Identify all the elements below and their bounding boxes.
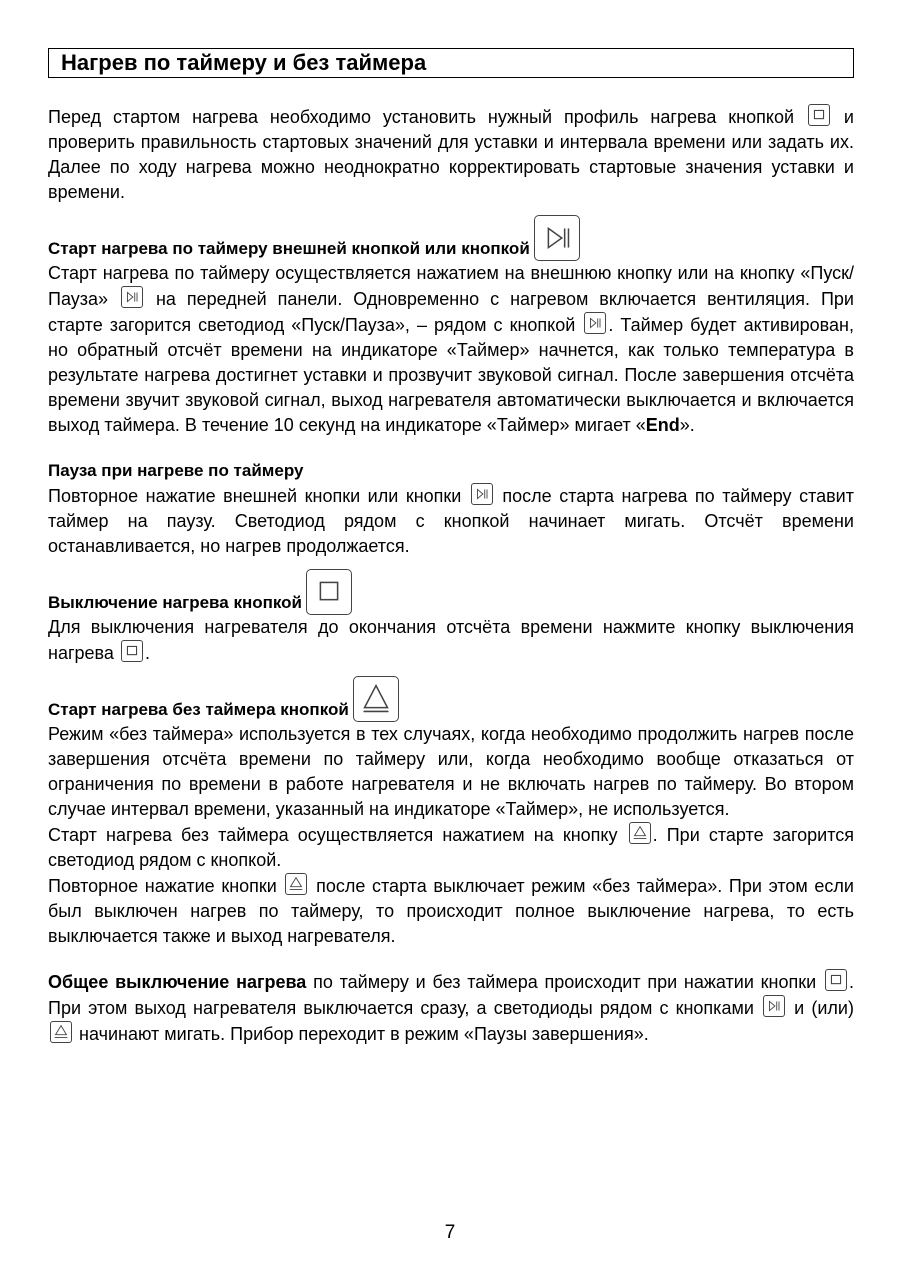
- triangle-button-icon: [285, 873, 307, 895]
- play-pause-icon: [471, 483, 493, 505]
- stop-button-icon: [808, 104, 830, 126]
- play-pause-icon: [584, 312, 606, 334]
- timer-start-text-1: Старт нагрева по таймеру осуществляется нажатием на внешнюю кнопку или на кнопку «Пуск/Пауза»: [48, 263, 854, 309]
- body: [48, 104, 854, 1047]
- heat-off-text-2: .: [144, 643, 150, 663]
- end-code: End: [645, 415, 680, 435]
- page-number: 7: [444, 1222, 456, 1243]
- timer-start-heading: Старт нагрева по таймеру внешней кнопкой или кнопкой: [48, 239, 530, 258]
- no-timer-paragraph-1: Режим «без таймера» используется в тех случаях, когда необходимо продолжить нагрев после завершения отсчёта времени по таймеру или, когда необходимо вообще отказаться от ограничения по времени в работе нагревателя и не включать нагрев по таймеру. Во втором случае интервал времени, указанный на индикаторе «Таймер», не используется.: [48, 724, 854, 819]
- triangle-button-icon: [629, 822, 651, 844]
- general-off-text-4: начинают мигать. Прибор переходит в режим «Паузы завершения».: [79, 1024, 649, 1044]
- timer-pause-paragraph: [48, 483, 854, 559]
- timer-start-text-2: на передней панели. Одновременно с нагревом включается вентиляция. При старте загорится светодиод «Пуск/Пауза», – рядом с кнопкой: [48, 289, 854, 335]
- general-off-bold: Общее выключение нагрева: [48, 972, 307, 992]
- no-timer-p2-text-2: . При старте загорится светодиод рядом с кнопкой.: [48, 825, 854, 870]
- no-timer-heading-row: [48, 676, 854, 722]
- stop-button-icon: [121, 640, 143, 662]
- no-timer-paragraph-3: [48, 873, 854, 949]
- timer-pause-text-1: Повторное нажатие внешней кнопки или кнопки: [48, 486, 462, 506]
- timer-start-heading-row: [48, 215, 854, 261]
- general-off-text-2: . При этом выход нагревателя выключается сразу, а светодиоды рядом с кнопками: [48, 972, 854, 1018]
- timer-start-text-3: . Таймер будет активирован, но обратный отсчёт времени на индикаторе «Таймер» начнется, как только температура в результате нагрева достигнет уставки и прозвучит звуковой сигнал. После завершения отсчёта времени звучит звуковой сигнал, выход нагревателя автоматически выключается и включается выход таймера. В течение 10 секунд на индикаторе «Таймер» мигает «: [48, 315, 854, 435]
- no-timer-p3-text-1: Повторное нажатие кнопки: [48, 876, 277, 896]
- timer-pause-heading: Пауза при нагреве по таймеру: [48, 461, 304, 480]
- no-timer-heading: Старт нагрева без таймера кнопкой: [48, 700, 349, 719]
- page: [48, 48, 854, 1047]
- heat-off-heading-row: [48, 569, 854, 615]
- heat-off-heading: Выключение нагрева кнопкой: [48, 593, 302, 612]
- general-off-text-3: и (или): [794, 998, 854, 1018]
- no-timer-p3-text-2: после старта выключает режим «без таймера». При этом если был выключен нагрев по таймеру, то происходит полное выключение нагрева, то есть выключается также и выход нагревателя.: [48, 876, 854, 946]
- heat-off-paragraph: [48, 615, 854, 666]
- general-off-paragraph: [48, 969, 854, 1047]
- triangle-button-icon: [50, 1021, 72, 1043]
- triangle-button-icon: [353, 676, 399, 722]
- page-title: Нагрев по таймеру и без таймера: [48, 48, 854, 78]
- intro-paragraph: [48, 104, 854, 205]
- no-timer-paragraph-2: [48, 822, 854, 873]
- stop-button-icon: [306, 569, 352, 615]
- stop-button-icon: [825, 969, 847, 991]
- timer-pause-text-2: после старта нагрева по таймеру ставит таймер на паузу. Светодиод рядом с кнопкой начинает мигать. Отсчёт времени останавливается, но нагрев продолжается.: [48, 486, 854, 556]
- general-off-text-1: по таймеру и без таймера происходит при нажатии кнопки: [313, 972, 817, 992]
- play-pause-icon: [121, 286, 143, 308]
- play-pause-button-icon: [534, 215, 580, 261]
- timer-start-text-end: ».: [679, 415, 695, 435]
- play-pause-icon: [763, 995, 785, 1017]
- intro-text-2: и проверить правильность стартовых значений для уставки и интервала времени или задать их. Далее по ходу нагрева можно неоднократно корректировать стартовые значения уставки и времени.: [48, 107, 854, 202]
- timer-start-paragraph: [48, 261, 854, 438]
- heat-off-text-1: Для выключения нагревателя до окончания отсчёта времени нажмите кнопку выключения нагрева: [48, 617, 854, 663]
- intro-text-1: Перед стартом нагрева необходимо установить нужный профиль нагрева кнопкой: [48, 107, 795, 127]
- no-timer-p2-text-1: Старт нагрева без таймера осуществляется нажатием на кнопку: [48, 825, 618, 845]
